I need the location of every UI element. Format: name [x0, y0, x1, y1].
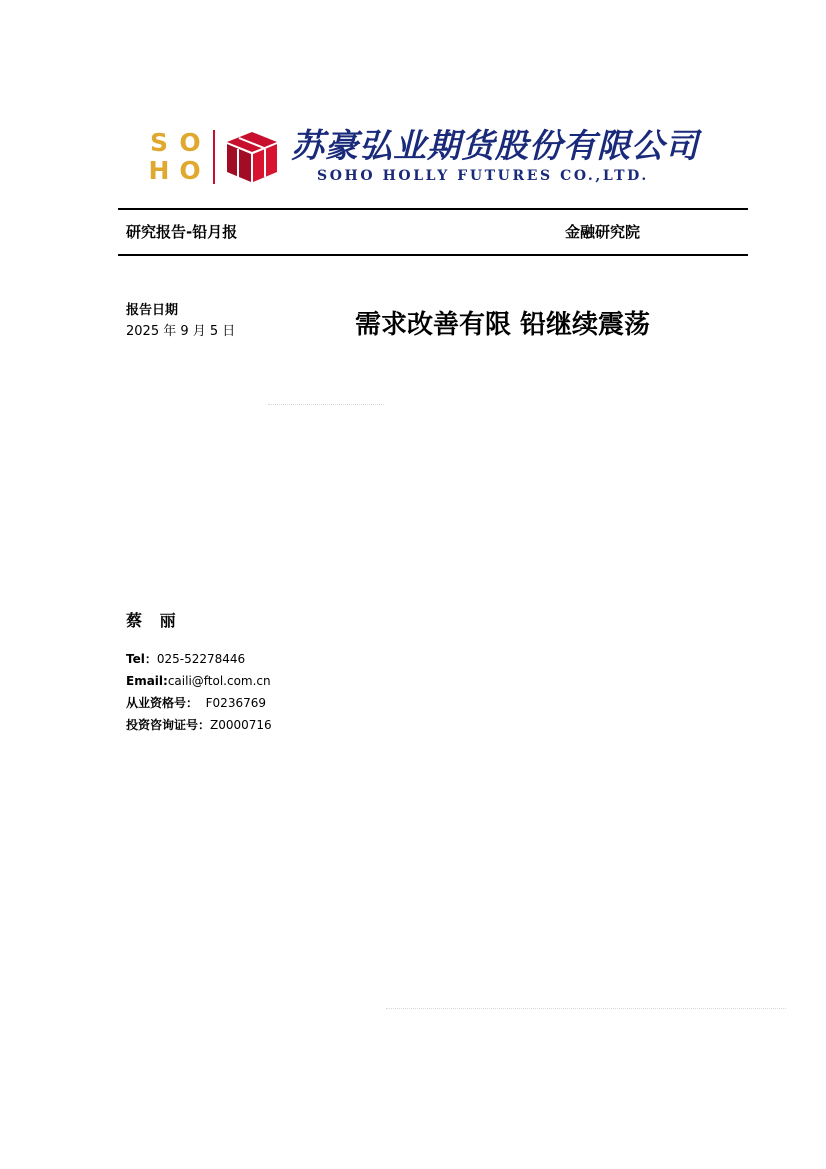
tel-value: 025-52278446 [156, 652, 246, 666]
contact-tel [126, 651, 245, 667]
report-date-value: 2025 年 9 月 5 日 [126, 324, 236, 339]
contact-consult [126, 717, 272, 733]
license-label: 从业资格号： [126, 696, 199, 710]
soho-letter-s: S [149, 128, 168, 157]
dotted-divider [268, 404, 384, 405]
company-name-cn: 苏豪弘业期货股份有限公司 [291, 126, 699, 165]
contact-email [126, 673, 271, 689]
institute-name: 金融研究院 [565, 223, 641, 241]
dotted-divider [386, 1008, 786, 1009]
consult-value: Z0000716 [210, 718, 272, 732]
soho-letter-h: H [148, 156, 170, 185]
header-rule-top [118, 208, 748, 210]
company-name-en: SOHO HOLLY FUTURES CO.,LTD. [317, 168, 649, 184]
email-value[interactable]: caili@ftol.com.cn [167, 674, 271, 688]
report-title: 需求改善有限 铅继续震荡 [355, 310, 651, 340]
soho-letter-o: O [179, 128, 201, 157]
analyst-name: 蔡 丽 [126, 611, 182, 630]
contact-license [126, 695, 266, 711]
consult-label: 投资咨询证号： [126, 718, 211, 732]
logo-divider [213, 130, 215, 184]
report-date-label: 报告日期 [126, 303, 179, 318]
tel-label: Tel： [126, 652, 157, 666]
soho-letter-o2: O [179, 156, 201, 185]
report-type: 研究报告-铅月报 [126, 223, 238, 241]
cube-icon [225, 130, 279, 184]
email-label: Email: [126, 674, 168, 688]
soho-mark [144, 130, 206, 184]
license-value: F0236769 [198, 696, 266, 710]
company-logo [141, 126, 721, 188]
header-rule-bottom [118, 254, 748, 256]
